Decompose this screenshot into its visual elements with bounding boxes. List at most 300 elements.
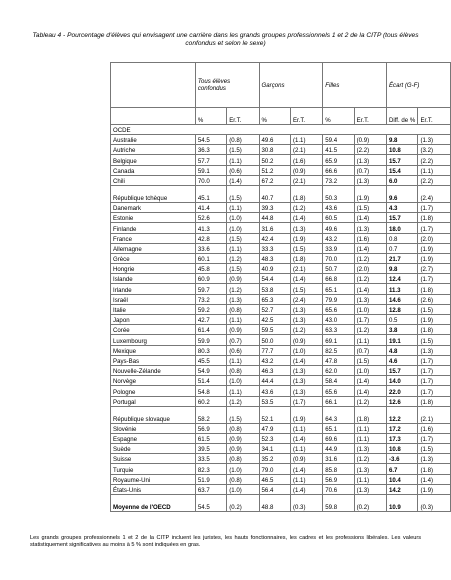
value-cell: 59.9: [195, 335, 226, 345]
table-row: [111, 376, 451, 386]
value-cell: 21.7: [386, 253, 418, 263]
country-cell: Japon: [111, 315, 196, 325]
value-cell: (1.2): [227, 396, 259, 406]
value-cell: (1.9): [290, 406, 322, 423]
value-cell: (1.5): [227, 145, 259, 155]
value-cell: (2.2): [418, 175, 451, 185]
value-cell: 30.8: [259, 145, 290, 155]
value-cell: 60.2: [195, 396, 226, 406]
value-cell: (1.8): [290, 253, 322, 263]
value-cell: 60.9: [195, 274, 226, 284]
value-cell: 56.4: [259, 484, 290, 494]
table-row: [111, 345, 451, 355]
value-cell: 49.6: [323, 223, 354, 233]
table-row: [111, 253, 451, 263]
value-cell: 41.5: [323, 145, 354, 155]
value-cell: (1.4): [290, 464, 322, 474]
value-cell: -3.6: [386, 454, 418, 464]
value-cell: 63.3: [323, 325, 354, 335]
value-cell: (2.0): [418, 233, 451, 243]
value-cell: 17.2: [386, 423, 418, 433]
value-cell: 50.7: [323, 264, 354, 274]
table-row: [111, 304, 451, 314]
value-cell: 54.5: [195, 495, 226, 512]
country-cell: Hongrie: [111, 264, 196, 274]
value-cell: (0.8): [227, 474, 259, 484]
table-row: [111, 294, 451, 304]
table-row: [111, 464, 451, 474]
table-row: [111, 355, 451, 365]
table-row: [111, 406, 451, 423]
value-cell: (1.4): [354, 243, 386, 253]
table-row: [111, 175, 451, 185]
value-cell: (1.5): [290, 284, 322, 294]
country-cell: Danemark: [111, 202, 196, 212]
header-sub-cell: Er.T.: [354, 108, 386, 125]
value-cell: 39.5: [195, 444, 226, 454]
value-cell: 3.8: [386, 325, 418, 335]
value-cell: 43.2: [323, 233, 354, 243]
value-cell: (1.2): [227, 284, 259, 294]
table-row: [111, 484, 451, 494]
header-sub-cell: Er.T.: [227, 108, 259, 125]
value-cell: 39.3: [259, 202, 290, 212]
value-cell: 52.3: [259, 433, 290, 443]
value-cell: 63.7: [195, 484, 226, 494]
value-cell: (1.1): [290, 135, 322, 145]
country-cell: République slovaque: [111, 406, 196, 423]
header-corner: [111, 63, 196, 108]
value-cell: (1.3): [290, 304, 322, 314]
table-row: [111, 315, 451, 325]
table-row: [111, 454, 451, 464]
table-row: [111, 433, 451, 443]
value-cell: (1.2): [354, 274, 386, 284]
value-cell: 48.8: [259, 495, 290, 512]
table-row: [111, 213, 451, 223]
value-cell: 43.2: [259, 355, 290, 365]
table-row: [111, 386, 451, 396]
value-cell: (0.3): [290, 495, 322, 512]
value-cell: 58.4: [323, 376, 354, 386]
value-cell: (0.2): [227, 495, 259, 512]
value-cell: (2.6): [418, 294, 451, 304]
value-cell: (0.9): [227, 274, 259, 284]
country-cell: Finlande: [111, 223, 196, 233]
country-cell: Autriche: [111, 145, 196, 155]
value-cell: (0.7): [227, 335, 259, 345]
value-cell: (1.0): [354, 365, 386, 375]
value-cell: 11.3: [386, 284, 418, 294]
value-cell: 44.9: [323, 444, 354, 454]
value-cell: (2.1): [418, 406, 451, 423]
value-cell: 33.5: [195, 454, 226, 464]
value-cell: (1.5): [227, 406, 259, 423]
country-cell: Belgique: [111, 155, 196, 165]
value-cell: (1.1): [290, 444, 322, 454]
value-cell: 10.4: [386, 474, 418, 484]
value-cell: (1.5): [354, 355, 386, 365]
value-cell: 66.1: [323, 396, 354, 406]
value-cell: 53.5: [259, 396, 290, 406]
value-cell: (1.9): [354, 185, 386, 202]
value-cell: (1.4): [354, 386, 386, 396]
value-cell: (1.3): [354, 464, 386, 474]
value-cell: 69.1: [323, 335, 354, 345]
value-cell: 67.2: [259, 175, 290, 185]
value-cell: 54.9: [195, 365, 226, 375]
value-cell: 43.6: [259, 386, 290, 396]
value-cell: 34.1: [259, 444, 290, 454]
value-cell: (1.1): [290, 474, 322, 484]
value-cell: (1.5): [418, 444, 451, 454]
value-cell: 73.2: [323, 175, 354, 185]
value-cell: 6.7: [386, 464, 418, 474]
value-cell: 51.9: [195, 474, 226, 484]
value-cell: 33.6: [195, 243, 226, 253]
country-cell: Irlande: [111, 284, 196, 294]
value-cell: 15.7: [386, 155, 418, 165]
value-cell: (1.3): [418, 135, 451, 145]
value-cell: (1.0): [354, 304, 386, 314]
value-cell: (1.7): [418, 355, 451, 365]
value-cell: (1.4): [290, 355, 322, 365]
value-cell: 9.6: [386, 185, 418, 202]
value-cell: 44.4: [259, 376, 290, 386]
value-cell: 12.6: [386, 396, 418, 406]
value-cell: (1.9): [418, 243, 451, 253]
value-cell: (0.9): [290, 335, 322, 345]
table-row: [111, 155, 451, 165]
value-cell: 41.4: [195, 202, 226, 212]
country-cell: Luxembourg: [111, 335, 196, 345]
table-row: [111, 444, 451, 454]
value-cell: 59.1: [195, 165, 226, 175]
value-cell: (1.2): [354, 325, 386, 335]
value-cell: 65.6: [323, 386, 354, 396]
value-cell: (1.1): [227, 315, 259, 325]
value-cell: (1.0): [227, 223, 259, 233]
value-cell: 54.4: [259, 274, 290, 284]
value-cell: (1.3): [354, 484, 386, 494]
value-cell: (1.2): [290, 325, 322, 335]
value-cell: 54.5: [195, 135, 226, 145]
value-cell: (1.3): [354, 294, 386, 304]
table-row: [111, 264, 451, 274]
country-cell: Corée: [111, 325, 196, 335]
country-cell: Italie: [111, 304, 196, 314]
value-cell: (1.5): [227, 264, 259, 274]
value-cell: (3.2): [418, 145, 451, 155]
value-cell: (1.0): [227, 213, 259, 223]
country-cell: Pays-Bas: [111, 355, 196, 365]
value-cell: (1.1): [227, 155, 259, 165]
table-row: [111, 423, 451, 433]
value-cell: 80.3: [195, 345, 226, 355]
header-sub-cell: %: [259, 108, 290, 125]
value-cell: 82.3: [195, 464, 226, 474]
value-cell: 65.3: [259, 294, 290, 304]
value-cell: 61.4: [195, 325, 226, 335]
value-cell: (1.4): [354, 376, 386, 386]
value-cell: (1.4): [290, 484, 322, 494]
header-group-gap: Écart (G-F): [386, 63, 450, 108]
value-cell: (0.9): [290, 454, 322, 464]
value-cell: 66.6: [323, 165, 354, 175]
value-cell: 14.0: [386, 376, 418, 386]
section-row: [111, 125, 451, 135]
country-cell: Suisse: [111, 454, 196, 464]
value-cell: (1.6): [418, 423, 451, 433]
table-title: Tableau 4 - Pourcentage d'élèves qui envisagent une carrière dans les grands groupes professionnels 1 et 2 de la CITP (tous élèves confondus et selon le sexe): [32, 32, 419, 48]
value-cell: (2.4): [418, 185, 451, 202]
value-cell: (1.4): [290, 213, 322, 223]
value-cell: 15.4: [386, 165, 418, 175]
value-cell: 4.6: [386, 355, 418, 365]
value-cell: 12.2: [386, 406, 418, 423]
header-group-boys: Garçons: [259, 63, 323, 108]
value-cell: (1.7): [418, 223, 451, 233]
country-cell: Pologne: [111, 386, 196, 396]
value-cell: 22.0: [386, 386, 418, 396]
country-cell: Allemagne: [111, 243, 196, 253]
country-cell: Australie: [111, 135, 196, 145]
header-row-groups: [111, 63, 451, 108]
table-row: [111, 396, 451, 406]
value-cell: (1.4): [227, 175, 259, 185]
value-cell: 85.8: [323, 464, 354, 474]
value-cell: 45.5: [195, 355, 226, 365]
value-cell: 73.2: [195, 294, 226, 304]
value-cell: (1.5): [354, 202, 386, 212]
value-cell: 47.9: [259, 423, 290, 433]
value-cell: (1.7): [418, 274, 451, 284]
value-cell: 59.4: [323, 135, 354, 145]
value-cell: (1.5): [290, 243, 322, 253]
value-cell: (1.9): [418, 315, 451, 325]
table-row: [111, 145, 451, 155]
header-sub-cell: Diff. de %: [386, 108, 418, 125]
value-cell: 46.3: [259, 365, 290, 375]
value-cell: (1.8): [354, 406, 386, 423]
value-cell: 0.7: [386, 243, 418, 253]
value-cell: (0.9): [227, 444, 259, 454]
value-cell: (1.1): [290, 423, 322, 433]
value-cell: 40.7: [259, 185, 290, 202]
value-cell: (0.9): [227, 433, 259, 443]
value-cell: (1.3): [290, 365, 322, 375]
table-row: [111, 335, 451, 345]
table-row: [111, 165, 451, 175]
table-row: [111, 185, 451, 202]
value-cell: (0.6): [227, 345, 259, 355]
value-cell: (1.2): [354, 253, 386, 263]
value-cell: 33.3: [259, 243, 290, 253]
value-cell: 66.8: [323, 274, 354, 284]
value-cell: 69.6: [323, 433, 354, 443]
value-cell: (0.9): [354, 135, 386, 145]
value-cell: 6.0: [386, 175, 418, 185]
value-cell: 48.3: [259, 253, 290, 263]
value-cell: (2.2): [354, 145, 386, 155]
value-cell: 50.0: [259, 335, 290, 345]
table-row: [111, 223, 451, 233]
value-cell: (1.9): [418, 253, 451, 263]
value-cell: (1.3): [290, 376, 322, 386]
country-cell: Mexique: [111, 345, 196, 355]
value-cell: (2.0): [354, 264, 386, 274]
value-cell: (0.7): [354, 345, 386, 355]
value-cell: (1.3): [290, 223, 322, 233]
value-cell: 60.1: [195, 253, 226, 263]
value-cell: (1.1): [227, 243, 259, 253]
table-row: [111, 202, 451, 212]
value-cell: 59.8: [323, 495, 354, 512]
value-cell: (0.8): [227, 304, 259, 314]
value-cell: (1.7): [290, 396, 322, 406]
value-cell: (0.9): [290, 165, 322, 175]
table-row: [111, 135, 451, 145]
value-cell: (2.1): [290, 175, 322, 185]
value-cell: 14.2: [386, 484, 418, 494]
value-cell: 64.3: [323, 406, 354, 423]
country-cell: Norvège: [111, 376, 196, 386]
value-cell: 54.8: [195, 386, 226, 396]
country-cell: Slovénie: [111, 423, 196, 433]
value-cell: 56.9: [323, 474, 354, 484]
value-cell: (1.4): [418, 474, 451, 484]
value-cell: 70.6: [323, 484, 354, 494]
table-row: [111, 474, 451, 484]
country-cell: Moyenne de l'OECD: [111, 495, 196, 512]
value-cell: (0.8): [227, 423, 259, 433]
value-cell: 10.8: [386, 145, 418, 155]
value-cell: (1.5): [418, 304, 451, 314]
value-cell: 42.5: [259, 315, 290, 325]
value-cell: (1.8): [418, 464, 451, 474]
country-cell: Royaume-Uni: [111, 474, 196, 484]
data-table: [110, 62, 451, 512]
value-cell: (1.7): [418, 365, 451, 375]
value-cell: (1.1): [354, 335, 386, 345]
header-group-girls: Filles: [323, 63, 387, 108]
value-cell: 4.3: [386, 202, 418, 212]
value-cell: (1.1): [418, 165, 451, 175]
value-cell: 57.7: [195, 155, 226, 165]
value-cell: 42.7: [195, 315, 226, 325]
footnote: Les grands groupes professionnels 1 et 2 de la CITP incluent les juristes, les hauts fonctionnaires, les cadres et les professions libérales. Les valeurs statistiquement significatives au moins à 5 % sont indiquées en gras.: [30, 535, 421, 549]
value-cell: (1.2): [354, 454, 386, 464]
value-cell: (1.4): [290, 274, 322, 284]
value-cell: 52.1: [259, 406, 290, 423]
country-cell: France: [111, 233, 196, 243]
value-cell: (1.8): [418, 325, 451, 335]
value-cell: 53.8: [259, 284, 290, 294]
value-cell: 70.0: [323, 253, 354, 263]
value-cell: (1.8): [418, 396, 451, 406]
value-cell: (0.7): [354, 165, 386, 175]
value-cell: 79.0: [259, 464, 290, 474]
value-cell: 52.6: [195, 213, 226, 223]
value-cell: (1.2): [290, 202, 322, 212]
country-cell: Suède: [111, 444, 196, 454]
country-cell: Estonie: [111, 213, 196, 223]
value-cell: (0.6): [227, 165, 259, 175]
value-cell: 50.3: [323, 185, 354, 202]
value-cell: 17.3: [386, 433, 418, 443]
value-cell: 65.6: [323, 304, 354, 314]
value-cell: (1.2): [354, 396, 386, 406]
value-cell: 10.8: [386, 444, 418, 454]
value-cell: 65.1: [323, 284, 354, 294]
country-cell: Grèce: [111, 253, 196, 263]
value-cell: (1.3): [354, 223, 386, 233]
country-cell: Espagne: [111, 433, 196, 443]
value-cell: 61.5: [195, 433, 226, 443]
value-cell: (1.3): [418, 345, 451, 355]
value-cell: (1.4): [354, 213, 386, 223]
section-label: OCDE: [111, 125, 451, 135]
value-cell: 19.1: [386, 335, 418, 345]
value-cell: 65.9: [323, 155, 354, 165]
country-cell: Israël: [111, 294, 196, 304]
value-cell: (1.5): [227, 233, 259, 243]
value-cell: (1.7): [418, 433, 451, 443]
value-cell: 10.9: [386, 495, 418, 512]
value-cell: (1.4): [354, 284, 386, 294]
value-cell: (2.1): [290, 264, 322, 274]
value-cell: 59.2: [195, 304, 226, 314]
value-cell: (1.8): [418, 284, 451, 294]
value-cell: 15.7: [386, 213, 418, 223]
value-cell: (1.3): [290, 315, 322, 325]
value-cell: (1.0): [227, 376, 259, 386]
header-row-sub: [111, 108, 451, 125]
value-cell: 62.0: [323, 365, 354, 375]
value-cell: (0.9): [227, 325, 259, 335]
value-cell: (0.8): [227, 454, 259, 464]
value-cell: 18.0: [386, 223, 418, 233]
value-cell: 35.2: [259, 454, 290, 464]
value-cell: 15.7: [386, 365, 418, 375]
table-row: [111, 243, 451, 253]
value-cell: 14.6: [386, 294, 418, 304]
value-cell: 12.4: [386, 274, 418, 284]
value-cell: 51.4: [195, 376, 226, 386]
table-row: [111, 274, 451, 284]
value-cell: (1.1): [354, 423, 386, 433]
value-cell: (1.1): [354, 474, 386, 484]
value-cell: 42.4: [259, 233, 290, 243]
value-cell: 58.2: [195, 406, 226, 423]
value-cell: (1.3): [354, 444, 386, 454]
table-row: [111, 233, 451, 243]
value-cell: 45.8: [195, 264, 226, 274]
value-cell: (1.3): [290, 386, 322, 396]
value-cell: 43.0: [323, 315, 354, 325]
value-cell: 51.2: [259, 165, 290, 175]
header-corner-sub: [111, 108, 196, 125]
value-cell: 4.8: [386, 345, 418, 355]
value-cell: (1.3): [354, 175, 386, 185]
value-cell: 9.8: [386, 264, 418, 274]
value-cell: (0.8): [227, 135, 259, 145]
value-cell: (1.9): [290, 233, 322, 243]
value-cell: 59.5: [259, 325, 290, 335]
value-cell: (0.2): [354, 495, 386, 512]
value-cell: 31.6: [323, 454, 354, 464]
value-cell: 49.6: [259, 135, 290, 145]
